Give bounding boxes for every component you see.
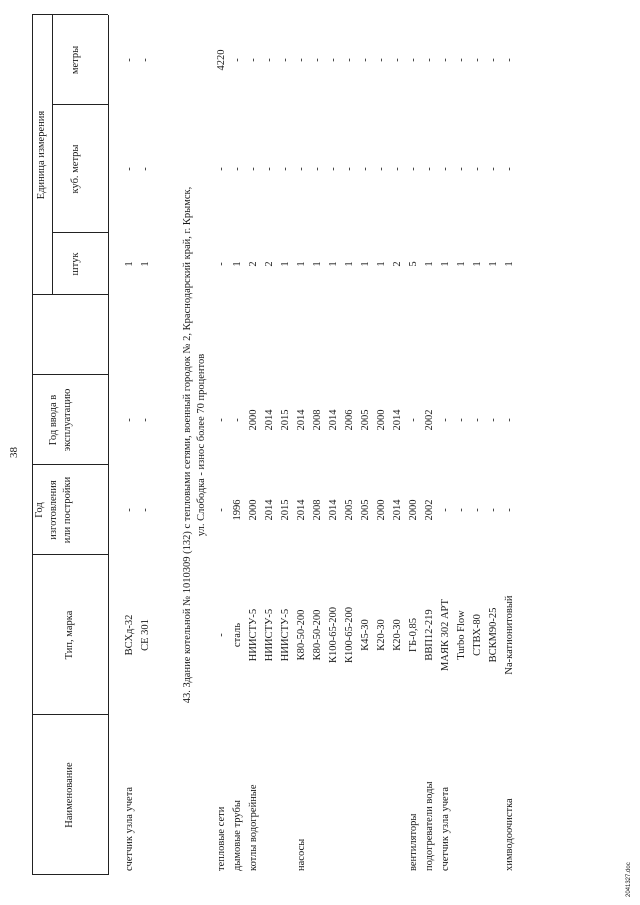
cell-made: 2002 [424,499,435,521]
cell-m: - [280,58,291,62]
cell-made: - [456,508,467,512]
cell-comm: 2008 [312,409,323,431]
cell-m: - [312,58,323,62]
cell-type: НИИСТУ-5 [280,608,291,662]
cell-made: 1996 [232,499,243,521]
cell-m3: - [472,167,483,171]
cell-m: - [488,58,499,62]
cell-type: ВСХд-32 [124,614,135,656]
cell-comm: - [216,418,227,422]
cell-pcs: 1 [124,261,135,267]
cell-m3: - [140,167,151,171]
cell-m3: - [488,167,499,171]
cell-pcs: 1 [424,261,435,267]
cell-comm: 2014 [328,409,339,431]
cell-type: К80-50-200 [296,609,307,661]
header-year-made-1: Год [34,502,45,518]
cell-m: - [504,58,515,62]
cell-m: - [360,58,371,62]
cell-pcs: 1 [456,261,467,267]
cell-m3: - [456,167,467,171]
cell-comm: - [140,418,151,422]
cell-type: - [216,633,227,637]
cell-comm: - [440,418,451,422]
cell-m3: - [440,167,451,171]
cell-m: - [140,58,151,62]
cell-pcs: 1 [472,261,483,267]
cell-m: - [328,58,339,62]
cell-pcs: 1 [440,261,451,267]
cell-made: - [216,508,227,512]
cell-comm: - [472,418,483,422]
cell-comm: - [504,418,515,422]
cell-name: котлы водогрейные [248,784,259,871]
unit-group-divider [52,15,53,295]
cell-m: - [392,58,403,62]
cell-made: 2014 [264,499,275,521]
cell-m3: - [328,167,339,171]
cell-m: - [440,58,451,62]
cell-m: - [264,58,275,62]
cell-made: - [440,508,451,512]
header-unit-cubic: куб. метры [70,144,81,194]
cell-type: ВСКМ90-25 [488,607,499,663]
cell-m3: - [124,167,135,171]
cell-m3: - [504,167,515,171]
cell-pcs: 1 [140,261,151,267]
cell-type: МАЯК 302 АРТ [440,599,451,671]
header-unit-meters: метры [70,45,81,75]
cell-pcs: 1 [328,261,339,267]
cell-type: ГБ-0,85 [408,618,419,652]
cell-type: К20-30 [392,619,403,651]
cell-type: НИИСТУ-5 [264,608,275,662]
cell-pcs: 2 [392,261,403,267]
cell-name: дымовые трубы [232,800,243,871]
header-type: Тип, марка [64,610,75,660]
cell-comm: - [232,418,243,422]
cell-m3: - [312,167,323,171]
cell-type: К100-65-200 [328,607,339,663]
cell-pcs: 5 [408,261,419,267]
cell-m3: - [408,167,419,171]
cell-comm: 2005 [360,409,371,431]
section-title-line1: 43. Здание котельной № 1010309 (132) с тепловыми сетями, военный городок № 2, Краснодарский край, г. Крымск, [182,186,193,704]
cell-type: сталь [232,622,243,648]
cell-m: - [232,58,243,62]
header-year-made-3: или постройки [62,476,73,544]
cell-type: СТВХ-80 [472,614,483,656]
cell-m3: - [232,167,243,171]
cell-pcs: 1 [344,261,355,267]
cell-made: 2000 [248,499,259,521]
cell-comm: 2002 [424,409,435,431]
cell-m: - [376,58,387,62]
cell-made: - [140,508,151,512]
cell-name: вентиляторы [408,813,419,871]
cell-pcs: 1 [360,261,371,267]
cell-type: НИИСТУ-5 [248,608,259,662]
cell-made: - [504,508,515,512]
cell-m3: - [296,167,307,171]
cell-m3: - [248,167,259,171]
cell-pcs: 1 [296,261,307,267]
cell-made: 2014 [328,499,339,521]
cell-made: 2014 [296,499,307,521]
cell-type: К80-50-200 [312,609,323,661]
cell-m3: - [424,167,435,171]
footer-filename: 2041327.doc [626,862,632,897]
cell-comm: - [456,418,467,422]
cell-m: - [124,58,135,62]
cell-m: - [424,58,435,62]
cell-comm: - [408,418,419,422]
cell-made: - [472,508,483,512]
cell-m3: - [360,167,371,171]
cell-name: счетчик узла учета [440,786,451,871]
section-title-line2: ул. Слободка - износ более 70 процентов [196,353,207,537]
cell-comm: 2015 [280,409,291,431]
cell-m3: - [280,167,291,171]
cell-made: - [488,508,499,512]
cell-m3: - [376,167,387,171]
cell-m: - [248,58,259,62]
cell-comm: - [124,418,135,422]
cell-comm: 2000 [248,409,259,431]
cell-m3: - [392,167,403,171]
cell-m: - [408,58,419,62]
cell-m: - [456,58,467,62]
table-top-border [32,15,33,875]
cell-type: Na-катионитовый [504,595,515,675]
cell-comm: 2014 [392,409,403,431]
cell-type: К45-30 [360,619,371,651]
cell-m: - [296,58,307,62]
cell-comm: 2014 [296,409,307,431]
cell-m3: - [264,167,275,171]
cell-type: Turbo Flow [456,610,467,660]
header-year-comm-1: Год ввода в [48,394,59,446]
cell-comm: 2014 [264,409,275,431]
cell-pcs: 1 [488,261,499,267]
cell-m: - [344,58,355,62]
cell-made: 2005 [344,499,355,521]
cell-name: насосы [296,838,307,871]
cell-comm: 2006 [344,409,355,431]
cell-pcs: 2 [264,261,275,267]
cell-m: 4220 [216,49,227,71]
header-name: Наименование [64,762,75,828]
cell-comm: - [488,418,499,422]
cell-pcs: 1 [280,261,291,267]
header-unit-pieces: штук [70,252,81,276]
cell-m3: - [344,167,355,171]
cell-pcs: 1 [376,261,387,267]
cell-m: - [472,58,483,62]
cell-comm: 2000 [376,409,387,431]
cell-name: тепловые сети [216,806,227,871]
cell-pcs: 1 [504,261,515,267]
cell-name: химводоочистка [504,798,515,871]
cell-type: ВВП12-219 [424,609,435,661]
header-unit-group: Единица измерения [36,110,47,200]
cell-name: счетчик узла учета [124,786,135,871]
page-number: 38 [8,447,20,458]
cell-made: 2015 [280,499,291,521]
cell-made: 2008 [312,499,323,521]
cell-pcs: 1 [232,261,243,267]
cell-made: 2014 [392,499,403,521]
cell-type: К100-65-200 [344,607,355,663]
cell-made: - [124,508,135,512]
cell-made: 2000 [408,499,419,521]
cell-made: 2000 [376,499,387,521]
cell-m3: - [216,167,227,171]
cell-pcs: 1 [312,261,323,267]
cell-type: СЕ 301 [140,619,151,651]
cell-pcs: 2 [248,261,259,267]
header-year-made-2: изготовления [48,480,59,540]
cell-name: подогреватели воды [424,781,435,871]
cell-made: 2005 [360,499,371,521]
header-bottom-border [108,15,109,875]
cell-pcs: - [216,262,227,266]
cell-type: К20-30 [376,619,387,651]
header-year-comm-2: эксплуатацию [62,388,73,452]
